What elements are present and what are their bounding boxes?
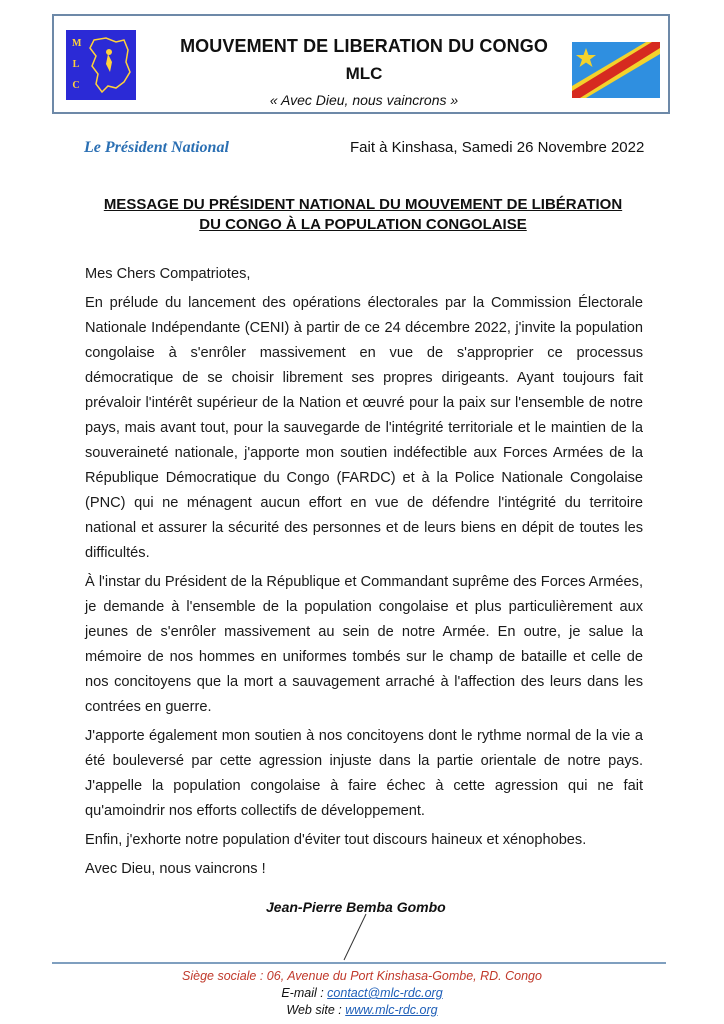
message-title-line-2: DU CONGO À LA POPULATION CONGOLAISE <box>199 216 527 233</box>
mlc-logo <box>66 30 136 100</box>
message-body <box>85 262 643 886</box>
paragraph-3: J'apporte également mon soutien à nos concitoyens dont le rythme normal de la vie a été bouleversé par cette agression injuste dans la partie orientale de notre pays. J'appelle la population congolaise à faire échec à cette agression qui ne fait qu'amoindrir nos efforts collectifs de développement. <box>85 728 643 819</box>
president-label: Le Président National <box>84 139 229 156</box>
footer-email <box>0 986 724 1000</box>
email-label: E-mail : <box>281 986 328 1000</box>
message-title <box>80 195 646 235</box>
email-link[interactable]: contact@mlc-rdc.org <box>327 986 443 1000</box>
website-label: Web site : <box>286 1003 346 1017</box>
signature-stroke-icon <box>340 912 370 962</box>
organization-acronym: MLC <box>345 64 383 83</box>
footer-website <box>0 1003 724 1017</box>
logo-letter-l: L <box>72 59 80 70</box>
motto: « Avec Dieu, nous vaincrons » <box>269 92 459 108</box>
closing: Avec Dieu, nous vaincrons ! <box>85 861 266 877</box>
logo-letter-c: C <box>72 80 80 91</box>
website-link[interactable]: www.mlc-rdc.org <box>345 1003 438 1017</box>
paragraph-2: À l'instar du Président de la République et Commandant suprême des Forces Armées, je demande à l'ensemble de la population congolaise et plus particulièrement aux jeunes de s'enrôler massivement au sein de notre Armée. En outre, je salue la mémoire de nos hommes en uniformes tombés sur le champ de bataille et celle de nos concitoyens que la mort a sauvagement arraché à l'affection des leurs dans les contrées en guerre. <box>85 574 643 715</box>
paragraph-4: Enfin, j'exhorte notre population d'éviter tout discours haineux et xénophobes. <box>85 832 587 848</box>
dateline: Fait à Kinshasa, Samedi 26 Novembre 2022 <box>350 139 645 156</box>
footer-address: Siège sociale : 06, Avenue du Port Kinshasa-Gombe, RD. Congo <box>182 969 542 983</box>
letterhead-box <box>52 14 670 114</box>
message-title-line-1: MESSAGE DU PRÉSIDENT NATIONAL DU MOUVEMENT DE LIBÉRATION <box>103 196 623 213</box>
footer-divider <box>52 962 666 964</box>
paragraph-1: En prélude du lancement des opérations électorales par la Commission Électorale Nationale Indépendante (CENI) à partir de ce 24 décembre 2022, j'invite la population congolaise à s'enrôler massivement en vue de s'approprier ce processus démocratique de se choisir librement ses propres dirigeants. Ayant toujours fait prévaloir l'intérêt supérieur de la Nation et œuvré pour la paix sur l'ensemble de notre pays, mais avant tout, pour la sauvegarde de l'intégrité territoriale et le maintien de la souveraineté nationale, j'apporte mon soutien indéfectible aux Forces Armées de la République Démocratique du Congo (FARDC) et à la Police Nationale Congolaise (PNC) qui ne ménagent aucun effort en vue de défendre l'intégrité du territoire national et assurer la sécurité des personnes et de leurs biens en dépit de toutes les difficultés. <box>85 295 643 561</box>
logo-letter-m: M <box>72 38 82 49</box>
signature-name: Jean-Pierre Bemba Gombo <box>266 899 446 915</box>
drc-flag-icon <box>572 42 660 98</box>
organization-title: MOUVEMENT DE LIBERATION DU CONGO <box>180 36 548 56</box>
congo-map-icon <box>86 36 132 94</box>
salutation: Mes Chers Compatriotes, <box>85 266 251 282</box>
